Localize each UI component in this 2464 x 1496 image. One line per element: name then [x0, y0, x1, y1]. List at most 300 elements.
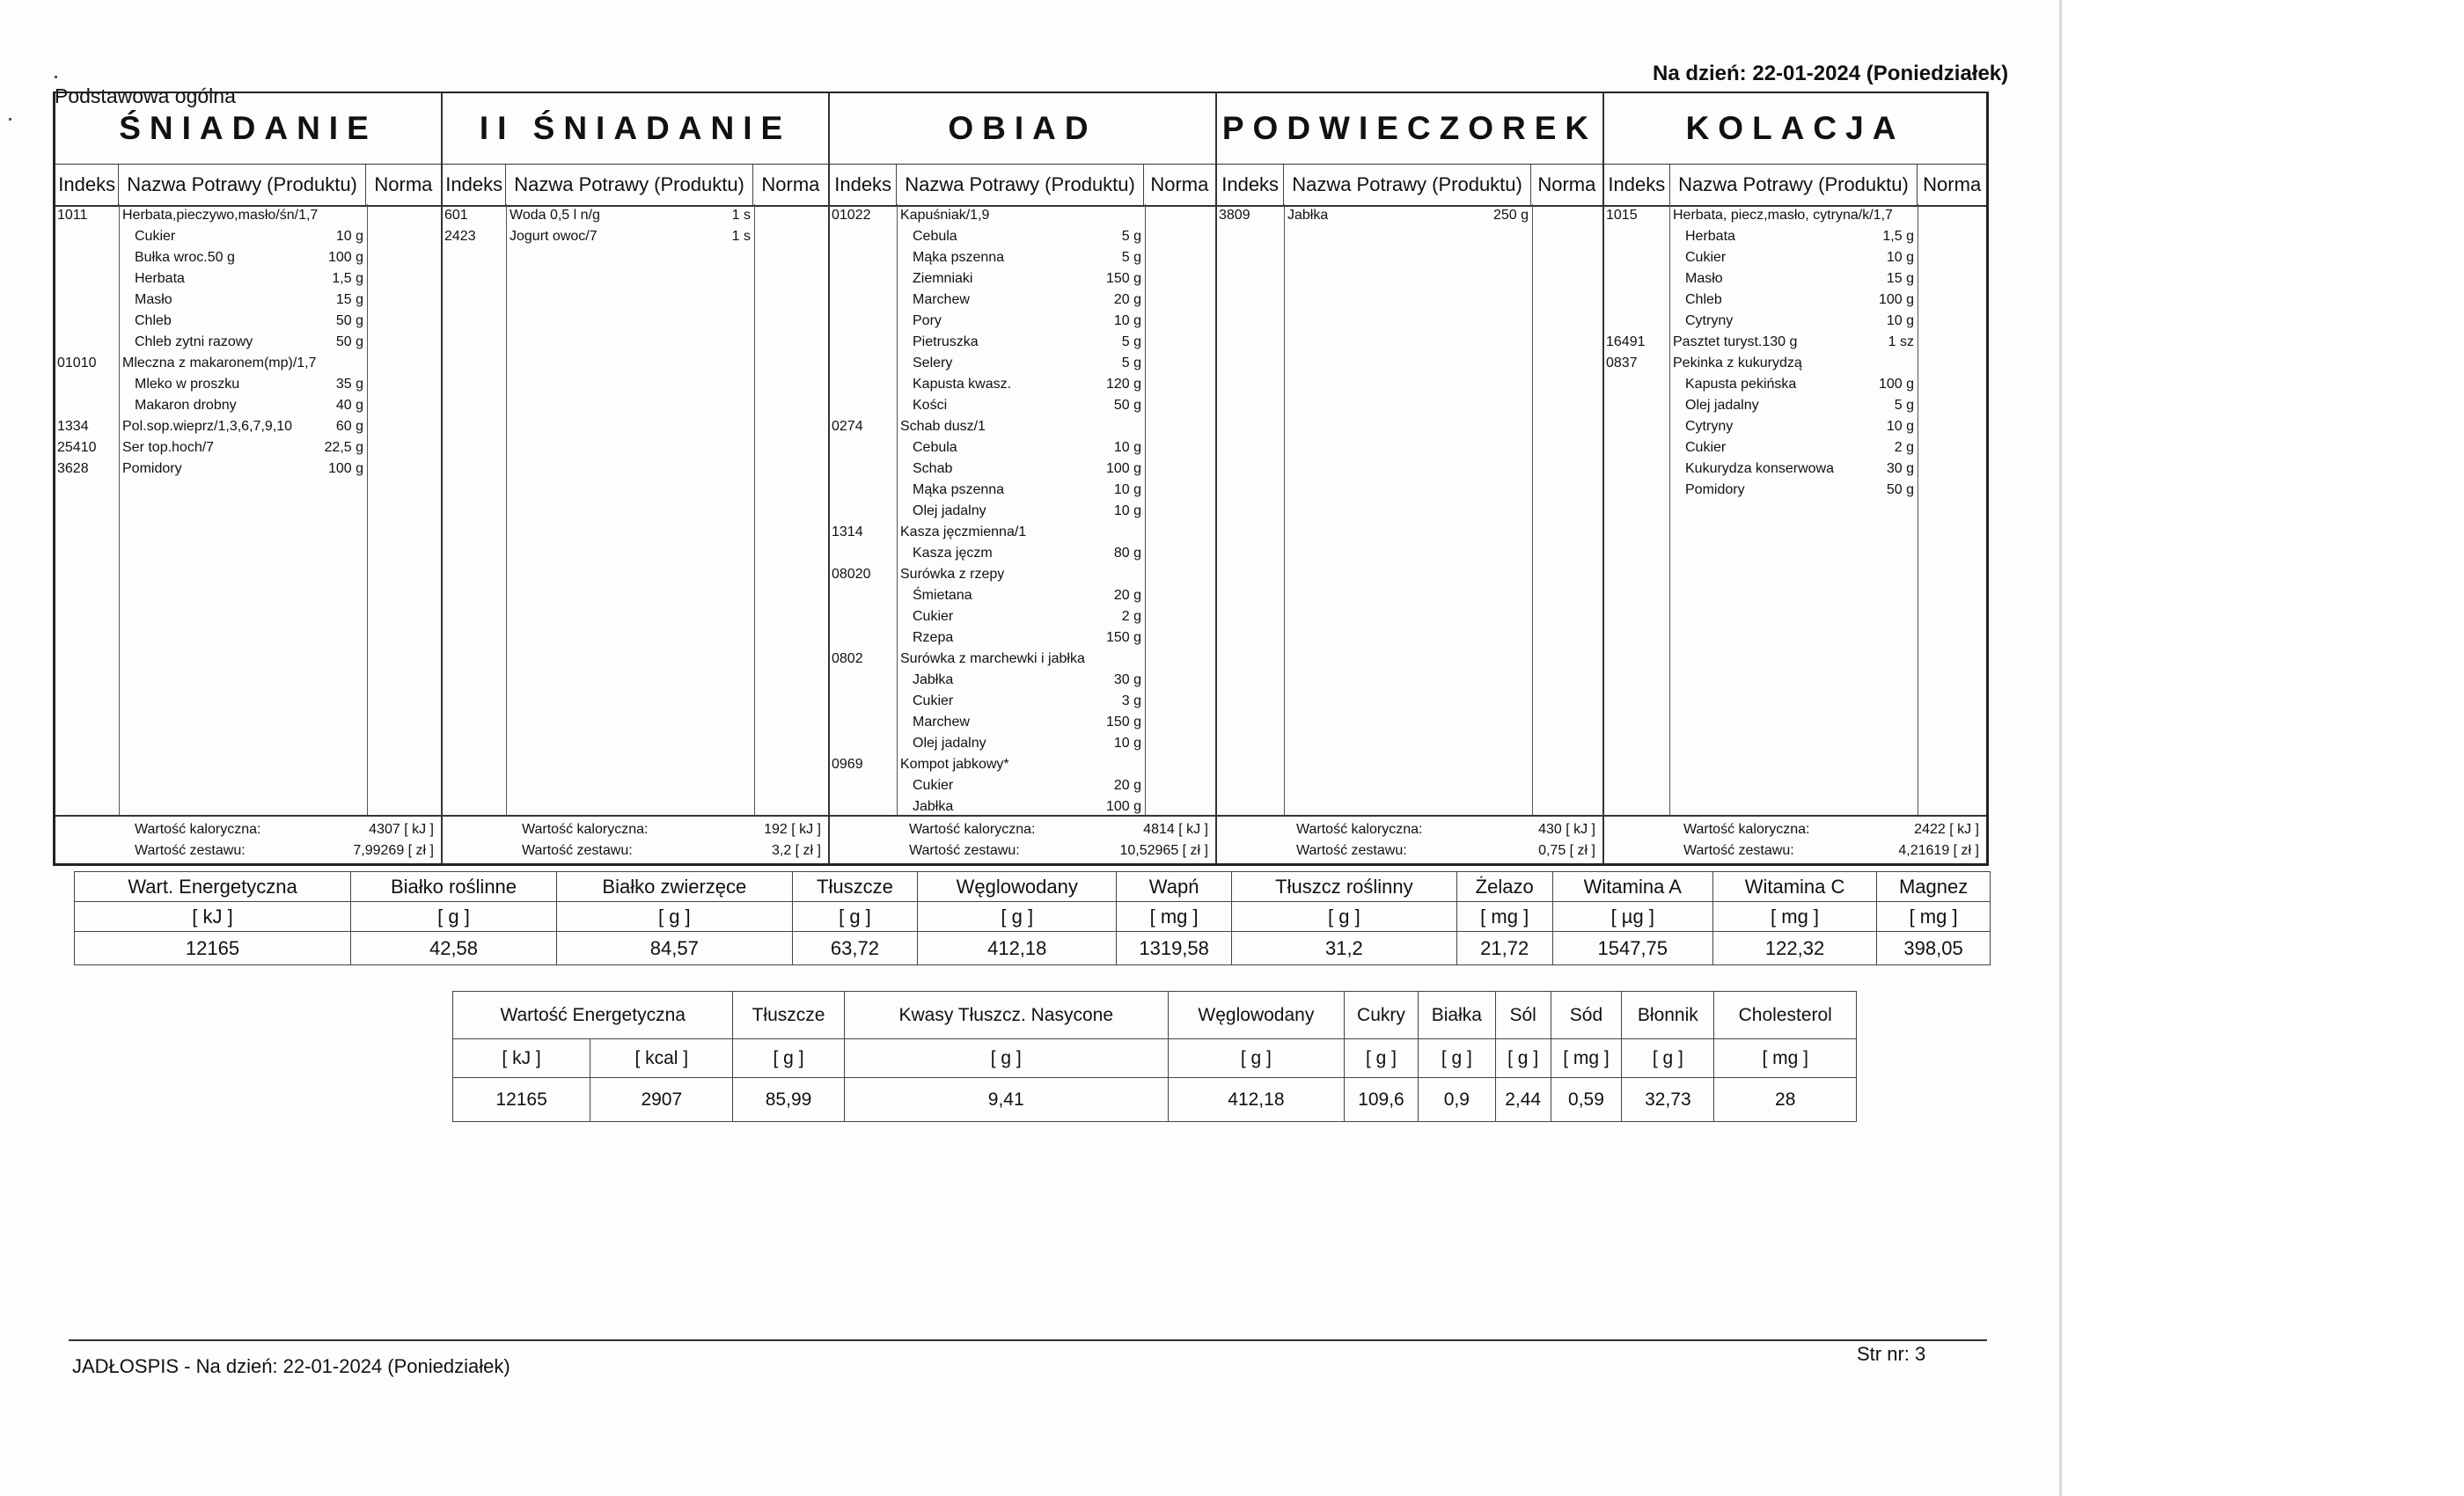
- ingredient-row: [830, 672, 1215, 693]
- column-divider: [754, 204, 755, 817]
- nutrient-value: 9,41: [844, 1078, 1168, 1122]
- item-name: Herbata: [1685, 229, 1735, 244]
- item-quantity: 10 g: [1113, 313, 1141, 328]
- calorie-label: Wartość kaloryczna:: [522, 822, 649, 837]
- ingredient-row: [830, 736, 1215, 757]
- ingredient-row: [1604, 440, 1986, 461]
- item-quantity: 30 g: [1113, 672, 1141, 687]
- item-index: 0802: [832, 651, 863, 666]
- header-indeks: Indeks: [1604, 165, 1670, 205]
- header-indeks: Indeks: [443, 165, 506, 205]
- nutrient-value: 84,57: [556, 932, 792, 965]
- meal-column-podwieczorek: [1217, 93, 1604, 864]
- dish-row: [55, 356, 441, 377]
- item-name: Kapusta pekińska: [1685, 377, 1797, 392]
- item-quantity: 2 g: [1121, 609, 1141, 624]
- item-name: Ser top.hoch/7: [122, 440, 215, 455]
- item-name: Pomidory: [1685, 482, 1745, 497]
- item-index: 3628: [57, 461, 89, 476]
- meal-items: [55, 204, 441, 817]
- nutrient-header: Białko zwierzęce: [556, 872, 792, 902]
- ingredient-row: [1604, 482, 1986, 503]
- ingredient-row: [55, 377, 441, 398]
- item-quantity: 1,5 g: [332, 271, 363, 286]
- dish-row: [55, 440, 441, 461]
- item-name: Mleczna z makaronem(mp)/1,7: [122, 356, 317, 370]
- calorie-label: Wartość kaloryczna:: [1296, 822, 1423, 837]
- nutrient-value: 0,59: [1551, 1078, 1622, 1122]
- item-quantity: 10 g: [1886, 250, 1914, 265]
- nutrient-value: 31,2: [1232, 932, 1457, 965]
- dish-row: [443, 208, 828, 229]
- nutrient-unit: [ g ]: [1419, 1039, 1496, 1078]
- item-quantity: 150 g: [1105, 630, 1141, 645]
- nutrient-unit: [ mg ]: [1551, 1039, 1622, 1078]
- item-quantity: 100 g: [1105, 799, 1141, 814]
- item-name: Pekinka z kukurydzą: [1673, 356, 1802, 370]
- item-name: Surówka z rzepy: [900, 567, 1005, 582]
- item-index: 0274: [832, 419, 863, 434]
- item-quantity: 100 g: [327, 461, 363, 476]
- item-name: Kapusta kwasz.: [913, 377, 1012, 392]
- item-quantity: 30 g: [1886, 461, 1914, 476]
- ingredient-row: [830, 546, 1215, 567]
- nutrient-header: Magnez: [1877, 872, 1991, 902]
- item-name: Cukier: [913, 693, 954, 708]
- meal-title: OBIAD: [948, 110, 1097, 146]
- item-index: 1011: [57, 208, 88, 223]
- nutrient-unit: [ g ]: [733, 1039, 844, 1078]
- footer-rule: [69, 1339, 1987, 1341]
- menu-table: [53, 92, 1989, 866]
- nutrient-header: Wart. Energetyczna: [75, 872, 351, 902]
- item-index: 3809: [1219, 208, 1250, 223]
- item-quantity: 35 g: [335, 377, 363, 392]
- header-indeks: Indeks: [55, 165, 119, 205]
- item-name: Ziemniaki: [913, 271, 973, 286]
- scan-speck: [9, 118, 11, 121]
- footer-title: JADŁOSPIS - Na dzień: 22-01-2024 (Poniedziałek): [72, 1355, 510, 1377]
- nutrient-header: Sól: [1495, 992, 1551, 1039]
- item-quantity: 20 g: [1113, 292, 1141, 307]
- meal-items: [830, 204, 1215, 817]
- ingredient-row: [830, 440, 1215, 461]
- item-name: Śmietana: [913, 588, 972, 603]
- item-index: 0837: [1606, 356, 1638, 370]
- item-name: Kukurydza konserwowa: [1685, 461, 1834, 476]
- item-quantity: 50 g: [335, 334, 363, 349]
- header-norma: Norma: [1537, 173, 1596, 195]
- column-headers: [55, 164, 441, 207]
- item-name: Kości: [913, 398, 948, 413]
- set-value: 7,99269 [ zł ]: [353, 843, 434, 858]
- nutrient-value: 412,18: [918, 932, 1117, 965]
- ingredient-row: [830, 356, 1215, 377]
- nutrient-value: 85,99: [733, 1078, 844, 1122]
- calorie-label: Wartość kaloryczna:: [1683, 822, 1810, 837]
- nutrient-header: Błonnik: [1622, 992, 1714, 1039]
- calorie-value: 4814 [ kJ ]: [1143, 822, 1208, 837]
- ingredient-row: [830, 292, 1215, 313]
- nutrient-header: Węglowodany: [918, 872, 1117, 902]
- ingredient-row: [830, 630, 1215, 651]
- item-quantity: 1 s: [731, 208, 751, 223]
- item-quantity: 50 g: [1113, 398, 1141, 413]
- item-name: Chleb: [135, 313, 172, 328]
- meal-title: II ŚNIADANIE: [479, 110, 792, 146]
- dish-row: [830, 419, 1215, 440]
- item-name: Herbata, piecz,masło, cytryna/k/1,7: [1673, 208, 1893, 223]
- item-index: 1334: [57, 419, 89, 434]
- item-name: Herbata: [135, 271, 185, 286]
- set-value-label: Wartość zestawu:: [522, 843, 633, 858]
- item-name: Pietruszka: [913, 334, 979, 349]
- nutrient-unit: [ g ]: [1495, 1039, 1551, 1078]
- item-name: Cebula: [913, 440, 957, 455]
- set-value-label: Wartość zestawu:: [1296, 843, 1407, 858]
- header-norma: Norma: [1923, 173, 1982, 195]
- item-name: Selery: [913, 356, 953, 370]
- item-quantity: 40 g: [335, 398, 363, 413]
- ingredient-row: [830, 461, 1215, 482]
- calorie-value: 2422 [ kJ ]: [1914, 822, 1979, 837]
- dish-row: [1217, 208, 1602, 229]
- ingredient-row: [1604, 271, 1986, 292]
- nutrient-unit: [ mg ]: [1456, 902, 1552, 932]
- item-name: Cytryny: [1685, 419, 1734, 434]
- date-label: Na dzień: 22-01-2024 (Poniedziałek): [1653, 62, 2009, 85]
- nutrient-value: 12165: [453, 1078, 590, 1122]
- ingredient-row: [1604, 229, 1986, 250]
- nutrient-unit: [ mg ]: [1877, 902, 1991, 932]
- item-name: Kapuśniak/1,9: [900, 208, 990, 223]
- nutrient-unit: [ g ]: [1344, 1039, 1418, 1078]
- ingredient-row: [830, 377, 1215, 398]
- scan-speck: [55, 76, 57, 78]
- calorie-label: Wartość kaloryczna:: [909, 822, 1036, 837]
- nutrient-header: Żelazo: [1456, 872, 1552, 902]
- calorie-value: 192 [ kJ ]: [764, 822, 821, 837]
- item-name: Marchew: [913, 292, 970, 307]
- item-quantity: 15 g: [335, 292, 363, 307]
- item-quantity: 5 g: [1121, 356, 1141, 370]
- meal-title: PODWIECZOREK: [1221, 110, 1598, 146]
- item-name: Makaron drobny: [135, 398, 237, 413]
- nutrient-header: Kwasy Tłuszcz. Nasycone: [844, 992, 1168, 1039]
- header-norma: Norma: [1150, 173, 1209, 195]
- dish-row: [55, 419, 441, 440]
- nutrient-header: Tłuszcze: [733, 992, 844, 1039]
- dish-row: [1604, 208, 1986, 229]
- ingredient-row: [1604, 313, 1986, 334]
- nutrients-units-row: [75, 902, 1991, 932]
- meal-items: [443, 204, 828, 817]
- ingredient-row: [830, 588, 1215, 609]
- item-quantity: 50 g: [1886, 482, 1914, 497]
- item-name: Kasza jęczmienna/1: [900, 524, 1027, 539]
- dish-row: [830, 757, 1215, 778]
- calorie-label: Wartość kaloryczna:: [135, 822, 261, 837]
- meal-summary: [830, 815, 1215, 864]
- nutrient-value: 21,72: [1456, 932, 1552, 965]
- header-norma: Norma: [761, 173, 820, 195]
- item-name: Surówka z marchewki i jabłka: [900, 651, 1085, 666]
- item-quantity: 100 g: [1878, 292, 1914, 307]
- item-quantity: 20 g: [1113, 778, 1141, 793]
- header-nazwa: Nazwa Potrawy (Produktu): [119, 165, 365, 205]
- column-divider: [506, 204, 507, 817]
- nutrients-values-row: [75, 932, 1991, 965]
- set-value: 3,2 [ zł ]: [771, 843, 821, 858]
- item-quantity: 60 g: [335, 419, 363, 434]
- item-quantity: 80 g: [1113, 546, 1141, 561]
- item-name: Schab: [913, 461, 953, 476]
- header-nazwa: Nazwa Potrawy (Produktu): [897, 165, 1143, 205]
- ingredient-row: [830, 693, 1215, 715]
- item-name: Masło: [135, 292, 172, 307]
- header-norma: Norma: [374, 173, 433, 195]
- dish-row: [443, 229, 828, 250]
- nutrients-headers-row: [75, 872, 1991, 902]
- item-name: Cukier: [1685, 440, 1727, 455]
- dish-row: [1604, 356, 1986, 377]
- item-name: Cukier: [913, 609, 954, 624]
- item-quantity: 10 g: [1113, 482, 1141, 497]
- item-quantity: 15 g: [1886, 271, 1914, 286]
- ingredient-row: [55, 292, 441, 313]
- ingredient-row: [1604, 377, 1986, 398]
- ingredient-row: [55, 250, 441, 271]
- ingredient-row: [830, 271, 1215, 292]
- nutrient-value: 1547,75: [1552, 932, 1712, 965]
- item-name: Mąka pszenna: [913, 482, 1005, 497]
- item-index: 1015: [1606, 208, 1638, 223]
- item-name: Mleko w proszku: [135, 377, 240, 392]
- nutrient-value: 32,73: [1622, 1078, 1714, 1122]
- ingredient-row: [830, 229, 1215, 250]
- column-divider: [1532, 204, 1533, 817]
- item-quantity: 1 s: [731, 229, 751, 244]
- meal-summary: [1217, 815, 1602, 864]
- item-index: 0969: [832, 757, 863, 772]
- header-indeks: Indeks: [830, 165, 897, 205]
- item-quantity: 1 sz: [1888, 334, 1914, 349]
- nutrient-unit: [ mg ]: [1117, 902, 1232, 932]
- column-divider: [1284, 204, 1285, 817]
- item-name: Chleb zytni razowy: [135, 334, 253, 349]
- nutrient-unit: [ kcal ]: [590, 1039, 733, 1078]
- item-index: 01022: [832, 208, 871, 223]
- item-index: 08020: [832, 567, 871, 582]
- nutrient-unit: [ mg ]: [1712, 902, 1876, 932]
- calorie-value: 4307 [ kJ ]: [369, 822, 434, 837]
- nutrient-value: 28: [1714, 1078, 1857, 1122]
- nutrient-value: 2,44: [1495, 1078, 1551, 1122]
- ingredient-row: [1604, 250, 1986, 271]
- header-nazwa: Nazwa Potrawy (Produktu): [506, 165, 752, 205]
- item-quantity: 5 g: [1894, 398, 1914, 413]
- set-value: 4,21619 [ zł ]: [1898, 843, 1979, 858]
- nutrient-value: 398,05: [1877, 932, 1991, 965]
- set-value-label: Wartość zestawu:: [1683, 843, 1794, 858]
- item-name: Cukier: [913, 778, 954, 793]
- nutrient-unit: [ g ]: [792, 902, 918, 932]
- nutrient-header: Tłuszcze: [792, 872, 918, 902]
- nutrients-table-2: [452, 991, 1857, 1122]
- ingredient-row: [1604, 292, 1986, 313]
- ingredient-row: [55, 398, 441, 419]
- ingredient-row: [830, 609, 1215, 630]
- item-quantity: 2 g: [1894, 440, 1914, 455]
- diet-type-label: Podstawowa ogólna: [55, 84, 236, 107]
- item-name: Jabłka: [913, 799, 954, 814]
- item-quantity: 100 g: [327, 250, 363, 265]
- item-index: 2423: [444, 229, 476, 244]
- nutrient-value: 122,32: [1712, 932, 1876, 965]
- item-name: Jabłka: [1287, 208, 1329, 223]
- item-quantity: 10 g: [1113, 503, 1141, 518]
- dish-row: [1604, 334, 1986, 356]
- nutrient-header: Witamina A: [1552, 872, 1712, 902]
- item-quantity: 10 g: [1886, 419, 1914, 434]
- item-name: Olej jadalny: [1685, 398, 1759, 413]
- nutrient-header: Wapń: [1117, 872, 1232, 902]
- item-quantity: 5 g: [1121, 229, 1141, 244]
- nutrient-header: Białka: [1419, 992, 1496, 1039]
- meal-items: [1604, 204, 1986, 817]
- calorie-value: 430 [ kJ ]: [1538, 822, 1595, 837]
- nutrient-header: Sód: [1551, 992, 1622, 1039]
- dish-row: [830, 208, 1215, 229]
- meal-column-ii-sniadanie: [443, 93, 830, 864]
- set-value-label: Wartość zestawu:: [909, 843, 1020, 858]
- ingredient-row: [830, 250, 1215, 271]
- item-name: Masło: [1685, 271, 1723, 286]
- nutrient-value: 109,6: [1344, 1078, 1418, 1122]
- item-name: Cytryny: [1685, 313, 1734, 328]
- column-headers: [443, 164, 828, 207]
- set-value: 10,52965 [ zł ]: [1119, 843, 1208, 858]
- nutrient-header: Tłuszcz roślinny: [1232, 872, 1457, 902]
- item-name: Olej jadalny: [913, 736, 986, 751]
- item-quantity: 5 g: [1121, 250, 1141, 265]
- dish-row: [830, 524, 1215, 546]
- item-quantity: 5 g: [1121, 334, 1141, 349]
- nutrients2-units-row: [453, 1039, 1857, 1078]
- header-nazwa: Nazwa Potrawy (Produktu): [1670, 165, 1918, 205]
- nutrient-unit: [ g ]: [1232, 902, 1457, 932]
- column-headers: [1604, 164, 1986, 207]
- item-name: Jabłka: [913, 672, 954, 687]
- nutrient-value: 412,18: [1168, 1078, 1344, 1122]
- item-index: 25410: [57, 440, 97, 455]
- item-index: 601: [444, 208, 468, 223]
- item-quantity: 10 g: [1886, 313, 1914, 328]
- ingredient-row: [830, 482, 1215, 503]
- nutrient-unit: [ kJ ]: [453, 1039, 590, 1078]
- item-name: Pasztet turyst.130 g: [1673, 334, 1798, 349]
- item-name: Jogurt owoc/7: [510, 229, 598, 244]
- dish-row: [55, 461, 441, 482]
- page-number: Str nr: 3: [1857, 1343, 1926, 1365]
- meal-column-obiad: [830, 93, 1217, 864]
- ingredient-row: [830, 313, 1215, 334]
- nutrient-header: Wartość Energetyczna: [453, 992, 733, 1039]
- item-quantity: 150 g: [1105, 715, 1141, 730]
- meal-items: [1217, 204, 1602, 817]
- meal-column-sniadanie: [55, 93, 443, 864]
- nutrient-header: Białko roślinne: [351, 872, 557, 902]
- item-quantity: 10 g: [1113, 736, 1141, 751]
- item-name: Pomidory: [122, 461, 182, 476]
- item-quantity: 50 g: [335, 313, 363, 328]
- item-name: Kompot jabkowy*: [900, 757, 1009, 772]
- item-quantity: 100 g: [1878, 377, 1914, 392]
- ingredient-row: [1604, 419, 1986, 440]
- nutrient-value: 2907: [590, 1078, 733, 1122]
- set-value: 0,75 [ zł ]: [1538, 843, 1595, 858]
- nutrient-unit: [ g ]: [844, 1039, 1168, 1078]
- nutrient-header: Witamina C: [1712, 872, 1876, 902]
- item-name: Pol.sop.wieprz/1,3,6,7,9,10: [122, 419, 293, 434]
- item-name: Herbata,pieczywo,masło/śn/1,7: [122, 208, 319, 223]
- nutrient-value: 1319,58: [1117, 932, 1232, 965]
- dish-row: [55, 208, 441, 229]
- nutrient-unit: [ g ]: [1168, 1039, 1344, 1078]
- nutrients2-headers-row: [453, 992, 1857, 1039]
- ingredient-row: [830, 503, 1215, 524]
- item-name: Woda 0,5 l n/g: [510, 208, 600, 223]
- meal-summary: [55, 815, 441, 864]
- column-headers: [1217, 164, 1602, 207]
- nutrient-value: 12165: [75, 932, 351, 965]
- nutrient-unit: [ g ]: [351, 902, 557, 932]
- nutrient-unit: [ g ]: [556, 902, 792, 932]
- ingredient-row: [830, 778, 1215, 799]
- ingredient-row: [830, 398, 1215, 419]
- item-quantity: 250 g: [1492, 208, 1529, 223]
- meal-column-kolacja: [1604, 93, 1986, 864]
- nutrient-header: Węglowodany: [1168, 992, 1344, 1039]
- item-quantity: 3 g: [1121, 693, 1141, 708]
- item-name: Marchew: [913, 715, 970, 730]
- meal-summary: [443, 815, 828, 864]
- item-name: Rzepa: [913, 630, 954, 645]
- ingredient-row: [830, 334, 1215, 356]
- nutrient-value: 42,58: [351, 932, 557, 965]
- item-name: Olej jadalny: [913, 503, 986, 518]
- nutrient-unit: [ kJ ]: [75, 902, 351, 932]
- dish-row: [830, 567, 1215, 588]
- nutrient-unit: [ µg ]: [1552, 902, 1712, 932]
- item-index: 16491: [1606, 334, 1646, 349]
- item-quantity: 150 g: [1105, 271, 1141, 286]
- item-quantity: 120 g: [1105, 377, 1141, 392]
- item-name: Cukier: [135, 229, 176, 244]
- ingredient-row: [55, 313, 441, 334]
- nutrient-unit: [ g ]: [918, 902, 1117, 932]
- nutrients-table-1: [74, 871, 1991, 965]
- header-nazwa: Nazwa Potrawy (Produktu): [1284, 165, 1530, 205]
- dish-row: [830, 651, 1215, 672]
- item-name: Cebula: [913, 229, 957, 244]
- set-value-label: Wartość zestawu:: [135, 843, 246, 858]
- nutrient-unit: [ g ]: [1622, 1039, 1714, 1078]
- item-name: Chleb: [1685, 292, 1722, 307]
- meal-summary: [1604, 815, 1986, 864]
- ingredient-row: [830, 715, 1215, 736]
- ingredient-row: [55, 334, 441, 356]
